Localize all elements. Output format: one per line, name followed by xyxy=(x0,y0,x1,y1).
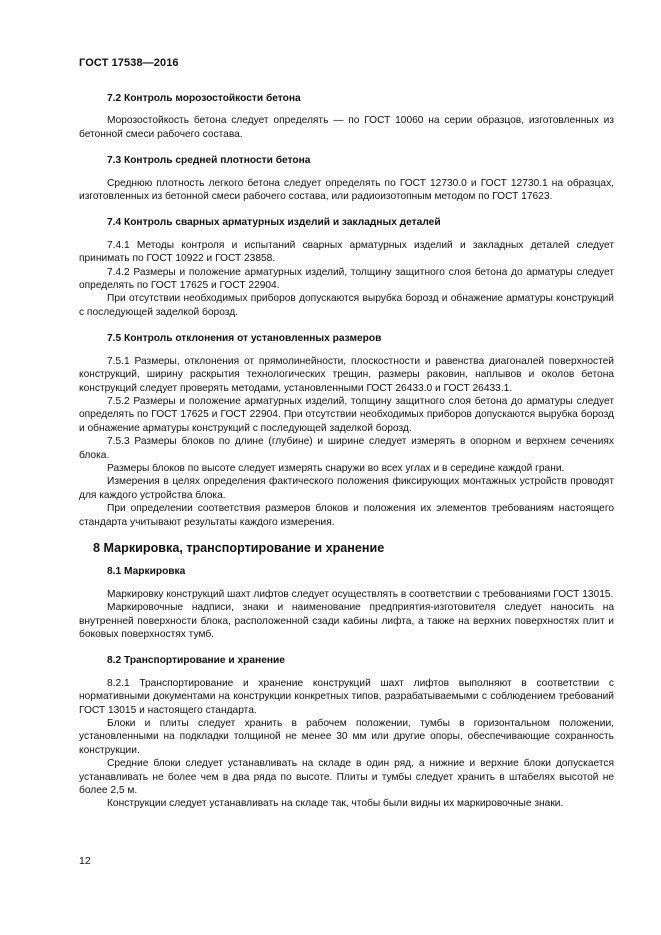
section-7-2-title: 7.2 Контроль морозостойкости бетона xyxy=(107,93,301,104)
paragraph: Маркировку конструкций шахт лифтов следует осуществлять в соответствии с требованиями ГОСТ 13015. xyxy=(107,588,614,600)
section-8-2-title: 8.2 Транспортирование и хранение xyxy=(107,655,285,667)
paragraph: Конструкции следует устанавливать на складе так, чтобы были видны их маркировочные знаки. xyxy=(107,798,564,810)
paragraph: 8.2.1 Транспортирование и хранение конструкций шахт лифтов выполняют в соответствии с нормативными документами на конструкции конкретных типов, разрабатываемыми с соблюдением требований ГОСТ 13015 и настоящего стандарта. xyxy=(79,677,614,716)
paragraph: При отсутствии необходимых приборов допускаются вырубка борозд и обнажение арматуры конструкций с последующей заделкой борозд. xyxy=(79,293,614,318)
page-number: 12 xyxy=(79,855,91,867)
paragraph: Размеры блоков по высоте следует измерять снаружи во всех углах и в середине каждой грани. xyxy=(107,462,565,474)
section-8-title: 8 Маркировка, транспортирование и хранение xyxy=(93,540,385,555)
section-7-5-title: 7.5 Контроль отклонения от установленных размеров xyxy=(107,333,382,345)
paragraph: При определении соответствия размеров блоков и положения их элементов требованиям настоящего стандарта учитывают результаты каждого измерения. xyxy=(79,503,614,528)
paragraph: Маркировочные надписи, знаки и наименование предприятия-изготовителя следует наносить на внутренней поверхности блока, расположенной сзади кабины лифта, а также на верхних поверхностях плит и боковых поверхностях тумб. xyxy=(79,602,614,640)
document-header: ГОСТ 17538—2016 xyxy=(79,57,179,69)
section-7-3-title: 7.3 Контроль средней плотности бетона xyxy=(107,155,311,167)
section-8-1-title: 8.1 Маркировка xyxy=(107,566,186,578)
paragraph: Блоки и плиты следует хранить в рабочем положении, тумбы в горизонтальном положении, установленными на подкладки толщиной не менее 30 мм или другие опоры, обеспечивающие сохранность конструкции. xyxy=(79,718,614,756)
paragraph: 7.4.2 Размеры и положение арматурных изделий, толщину защитного слоя бетона до арматуры следует определять по ГОСТ 17625 и ГОСТ 22904. xyxy=(79,266,614,292)
document-body xyxy=(79,92,614,811)
paragraph: 7.5.3 Размеры блоков по длине (глубине) и ширине следует измерять в опорном и верхнем сечениях блока. xyxy=(79,436,614,461)
paragraph: 7.5.1 Размеры, отклонения от прямолинейности, плоскостности и равенства диагоналей поверхностей конструкций, ширину раскрытия технологических трещин, размеры раковин, наплывов и околов бетона конструкций следует проверять методами, установленными ГОСТ 26433.0 и ГОСТ 26433.1. xyxy=(79,355,614,394)
paragraph: Средние блоки следует устанавливать на складе в один ряд, а нижние и верхние блоки допускается устанавливать не более чем в два ряда по высоте. Плиты и тумбы следует хранить в штабелях высотой не более 2,5 м. xyxy=(79,758,614,797)
paragraph: 7.4.1 Методы контроля и испытаний сварных арматурных изделий и закладных деталей следует принимать по ГОСТ 10922 и ГОСТ 23858. xyxy=(79,239,614,265)
section-7-4-title: 7.4 Контроль сварных арматурных изделий и закладных деталей xyxy=(107,217,441,229)
paragraph: Измерения в целях определения фактического положения фиксирующих монтажных устройств проводят для каждого устройства блока. xyxy=(79,476,614,501)
paragraph: Морозостойкость бетона следует определять — по ГОСТ 10060 на серии образцов, изготовленных из бетонной смеси рабочего состава. xyxy=(79,115,614,140)
paragraph: Среднюю плотность легкого бетона следует определять по ГОСТ 12730.0 и ГОСТ 12730.1 на образцах, изготовленных из бетонной смеси рабочего состава, или радиоизотопным методом по ГОСТ 17623. xyxy=(79,177,614,203)
paragraph: 7.5.2 Размеры и положение арматурных изделий, толщину защитного слоя бетона до арматуры следует определять по ГОСТ 17625 и ГОСТ 22904. При отсутствии необходимых приборов допускаются вырубка борозд и обнажение арматуры конструкций с последующей заделкой борозд. xyxy=(79,395,614,434)
